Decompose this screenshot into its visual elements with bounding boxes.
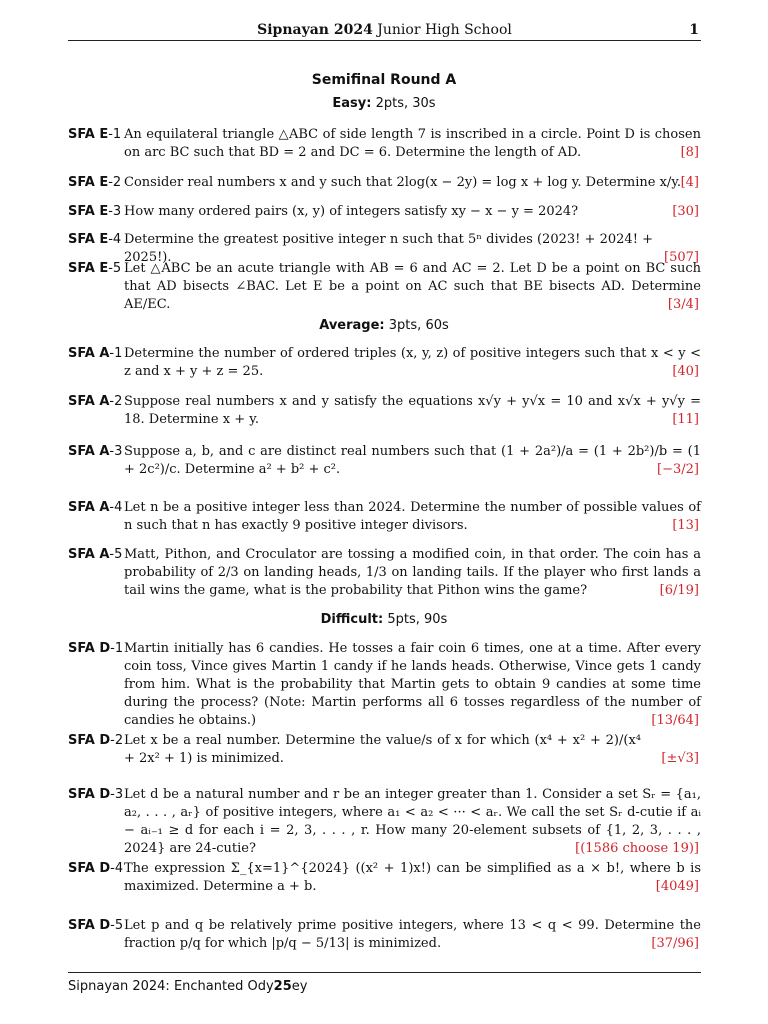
section-points: 5pts, 90s	[387, 612, 448, 627]
section-easy-heading	[0, 96, 768, 111]
problem-text: Let n be a positive integer less than 2024. Determine the number of possible values of n such that n has exactly 9 positive integer divisors.	[124, 500, 701, 533]
footer-bold: 25	[273, 979, 292, 994]
problem-text: Martin initially has 6 candies. He tosses a fair coin 6 times, one at a time. After every coin toss, Vince gives Martin 1 candy if he lands heads. Otherwise, Vince gets 1 candy from him. What is the probability that Martin gets to obtain 9 candies at some time during the process? (Note: Martin performs all 6 tosses regardless of the number of candies he obtains.)	[124, 641, 701, 728]
problem-e5	[68, 260, 701, 314]
problem-answer: [13]	[672, 518, 699, 533]
problem-answer: [6/19]	[659, 583, 699, 598]
problem-e3	[68, 203, 701, 221]
problem-e2	[68, 174, 701, 192]
problem-label: SFA D-3	[68, 787, 124, 802]
section-difficult-heading	[0, 612, 768, 627]
problem-answer: [11]	[672, 412, 699, 427]
header-level: Junior High School	[377, 22, 512, 38]
problem-a5	[68, 546, 701, 600]
problem-text: Let △ABC be an acute triangle with AB = 6 and AC = 2. Let D be a point on BC such that AD bisects ∠BAC. Let E be a point on AC such that BE bisects AD. Determine AE/EC.	[124, 261, 701, 312]
problem-text: Let d be a natural number and r be an integer greater than 1. Consider a set Sᵣ = {a₁, a₂, . . . , aᵣ} of positive integers, where a₁ < a₂ < ··· < aᵣ. We call the set Sᵣ d-cutie if aᵢ − aᵢ₋₁ ≥ d for each i = 2, 3, . . . , r. How many 20-element subsets of {1, 2, 3, . . . , 2024} are 24-cutie?	[124, 787, 701, 856]
problem-d2	[68, 732, 701, 768]
footer-prefix: Sipnayan 2024: Enchanted Ody	[68, 979, 274, 994]
problem-text: Let p and q be relatively prime positive integers, where 13 < q < 99. Determine the fraction p/q for which |p/q − 5/13| is minimized.	[124, 918, 701, 951]
problem-answer: [3/4]	[667, 297, 699, 312]
problem-label: SFA E-5	[68, 261, 122, 276]
header-title	[68, 22, 701, 38]
problem-label: SFA A-4	[68, 500, 123, 515]
problem-text: Suppose real numbers x and y satisfy the equations x√y + y√x = 10 and x√x + y√y = 18. Determine x + y.	[124, 394, 701, 427]
round-title: Semifinal Round A	[311, 72, 457, 88]
problem-answer: [37/96]	[651, 936, 699, 951]
problem-label: SFA D-5	[68, 918, 124, 933]
problem-label: SFA E-1	[68, 127, 122, 142]
problem-text: Determine the number of ordered triples (x, y, z) of positive integers such that x < y < z and x + y + z = 25.	[124, 346, 701, 379]
problem-answer: [507]	[664, 250, 699, 265]
problem-answer: [4]	[680, 175, 699, 190]
section-name: Difficult:	[320, 612, 384, 627]
problem-answer: [−3/2]	[657, 462, 699, 477]
problem-label: SFA A-3	[68, 444, 123, 459]
problem-text: Determine the greatest positive integer n such that 5ⁿ divides (2023! + 2024! + 2025!).	[124, 232, 653, 265]
problem-text: Matt, Pithon, and Croculator are tossing a modified coin, in that order. The coin has a probability of 2/3 on landing heads, 1/3 on landing tails. If the player who first lands a tail wins the game, what is the probability that Pithon wins the game?	[124, 547, 701, 598]
problem-d3	[68, 786, 701, 858]
problem-text: How many ordered pairs (x, y) of integers satisfy xy − x − y = 2024?	[124, 204, 579, 219]
problem-answer: [(1586 choose 19)]	[575, 841, 699, 856]
problem-answer: [±√3]	[661, 751, 699, 766]
problem-answer: [40]	[672, 364, 699, 379]
problem-answer: [30]	[672, 204, 699, 219]
problem-answer: [4049]	[655, 879, 699, 894]
page-footer	[68, 972, 701, 994]
problem-text: Suppose a, b, and c are distinct real numbers such that (1 + 2a²)/a = (1 + 2b²)/b = (1 + 2c²)/c. Determine a² + b² + c².	[124, 444, 701, 477]
problem-label: SFA E-2	[68, 175, 122, 190]
problem-label: SFA E-3	[68, 204, 122, 219]
problem-label: SFA D-2	[68, 733, 124, 748]
problem-d4	[68, 860, 701, 896]
header-event: Sipnayan 2024	[257, 22, 373, 38]
problem-answer: [8]	[680, 145, 699, 160]
section-name: Easy:	[332, 96, 372, 111]
problem-answer: [13/64]	[651, 713, 699, 728]
section-average-heading	[0, 318, 768, 333]
problem-a4	[68, 499, 701, 535]
problem-text: An equilateral triangle △ABC of side length 7 is inscribed in a circle. Point D is chosen on arc BC such that BD = 2 and DC = 6. Determine the length of AD.	[124, 127, 701, 160]
problem-label: SFA A-1	[68, 346, 123, 361]
page-header	[68, 20, 701, 41]
problem-e1	[68, 126, 701, 162]
problem-d5	[68, 917, 701, 953]
problem-label: SFA D-4	[68, 861, 124, 876]
problem-label: SFA E-4	[68, 232, 122, 247]
problem-a3	[68, 443, 701, 479]
problem-text: Consider real numbers x and y such that 2log(x − 2y) = log x + log y. Determine x/y.	[124, 175, 682, 190]
problem-text: The expression Σ_{x=1}^{2024} ((x² + 1)x!) can be simplified as a × b!, where b is maximized. Determine a + b.	[124, 861, 701, 894]
problem-label: SFA A-5	[68, 547, 123, 562]
page-number: 1	[689, 22, 699, 38]
section-points: 2pts, 30s	[375, 96, 436, 111]
problem-label: SFA D-1	[68, 641, 124, 656]
section-name: Average:	[319, 318, 385, 333]
footer-suffix: ey	[291, 979, 308, 994]
problem-text: Let x be a real number. Determine the value/s of x for which (x⁴ + x² + 2)/(x⁴ + 2x² + 1) is minimized.	[124, 733, 641, 766]
problem-a1	[68, 345, 701, 381]
problem-a2	[68, 393, 701, 429]
section-points: 3pts, 60s	[388, 318, 449, 333]
problem-d1	[68, 640, 701, 730]
problem-label: SFA A-2	[68, 394, 123, 409]
